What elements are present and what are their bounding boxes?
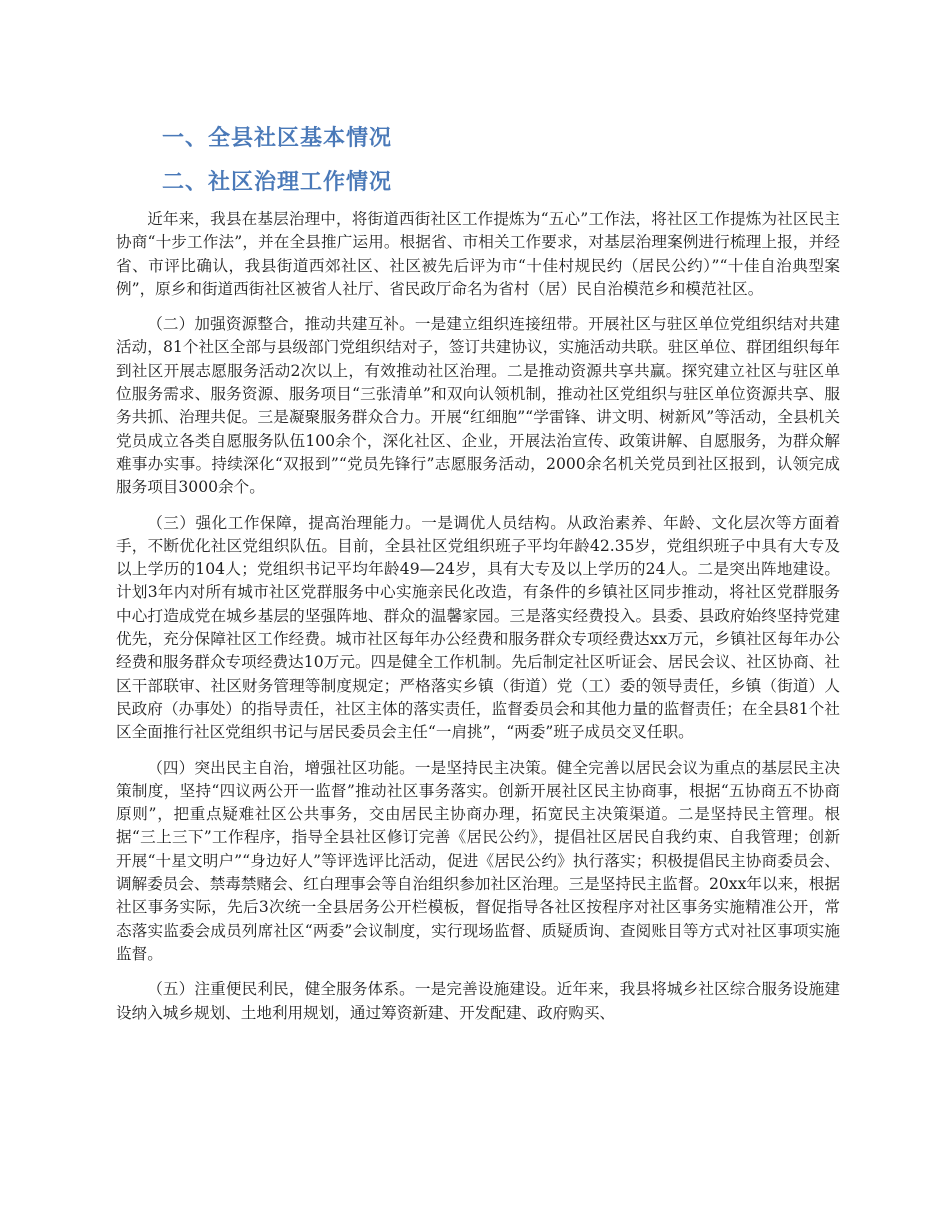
paragraph-resource-integration: （二）加强资源整合，推动共建互补。一是建立组织连接纽带。开展社区与驻区单位党组织结对共建活动，81个社区全部与县级部门党组织结对子，签订共建协议，实施活动共联。驻区单位、群团组织每年到社区开展志愿服务活动2次以上，有效推动社区治理。二是推动资源共享共赢。探究建立社区与驻区单位服务需求、服务资源、服务项目“三张清单”和双向认领机制，推动社区党组织与驻区单位资源共享、服务共抓、治理共促。三是凝聚服务群众合力。开展“红细胞”“学雷锋、讲文明、树新风”等活动，全县机关党员成立各类自愿服务队伍100余个，深化社区、企业，开展法治宣传、政策讲解、自愿服务，为群众解难事办实事。持续深化“双报到”“党员先锋行”志愿服务活动，2000余名机关党员到社区报到，认领完成服务项目3000余个。 xyxy=(116,315,840,497)
paragraph-convenience-service: （五）注重便民利民，健全服务体系。一是完善设施建设。近年来，我县将城乡社区综合服务设施建设纳入城乡规划、土地利用规划，通过筹资新建、开发配建、政府购买、 xyxy=(116,980,840,1022)
paragraph-work-guarantee: （三）强化工作保障，提高治理能力。一是调优人员结构。从政治素养、年龄、文化层次等方面着手，不断优化社区党组织队伍。目前，全县社区党组织班子平均年龄42.35岁，党组织班子中具有大专及以上学历的104人；党组织书记平均年龄49—24岁，具有大专及以上学历的24人。二是突出阵地建设。计划3年内对所有城市社区党群服务中心实施亲民化改造，有条件的乡镇社区同步推动，将社区党群服务中心打造成党在城乡基层的坚强阵地、群众的温馨家园。三是落实经费投入。县委、县政府始终坚持党建优先，充分保障社区工作经费。城市社区每年办公经费和服务群众专项经费达xx万元，乡镇社区每年办公经费和服务群众专项经费达10万元。四是健全工作机制。先后制定社区听证会、居民会议、社区协商、社区干部联审、社区财务管理等制度规定；严格落实乡镇（街道）党（工）委的领导责任，乡镇（街道）人民政府（办事处）的指导责任，社区主体的落实责任，监督委员会和其他力量的监督责任；在全县81个社区全面推行社区党组织书记与居民委员会主任“一肩挑”，“两委”班子成员交叉任职。 xyxy=(116,513,840,742)
paragraph-intro: 近年来，我县在基层治理中，将街道西街社区工作提炼为“五心”工作法，将社区工作提炼为社区民主协商“十步工作法”，并在全县推广运用。根据省、市相关工作要求，对基层治理案例进行梳理上报，并经省、市评比确认，我县街道西郊社区、社区被先后评为市“十佳村规民约（居民公约）”“十佳自治典型案例”，原乡和街道西街社区被省人社厅、省民政厅命名为省村（居）民自治模范乡和模范社区。 xyxy=(116,210,840,298)
paragraph-democratic-autonomy: （四）突出民主自治，增强社区功能。一是坚持民主决策。健全完善以居民会议为重点的基层民主决策制度，坚持“四议两公开一监督”推动社区事务落实。创新开展社区民主协商事，根据“五协商五不协商原则”，把重点疑难社区公共事务，交由居民主协商办理，拓宽民主决策渠道。二是坚持民主管理。根据“三上三下”工作程序，指导全县社区修订完善《居民公约》，提倡社区居民自我约束、自我管理；创新开展“十星文明户”“身边好人”等评选评比活动，促进《居民公约》执行落实；积极提倡民主协商委员会、调解委员会、禁毒禁赌会、红白理事会等自治组织参加社区治理。三是坚持民主监督。20xx年以来，根据社区事务实际，先后3次统一全县居务公开栏模板，督促指导各社区按程序对社区事务实施精准公开，常态落实监委会成员列席社区“两委”会议制度，实行现场监督、质疑质询、查阅账目等方式对社区事项实施监督。 xyxy=(116,758,840,963)
document-page xyxy=(116,124,840,1037)
section-heading-governance: 二、社区治理工作情况 xyxy=(162,170,393,195)
section-heading-basic-info: 一、全县社区基本情况 xyxy=(162,126,393,151)
